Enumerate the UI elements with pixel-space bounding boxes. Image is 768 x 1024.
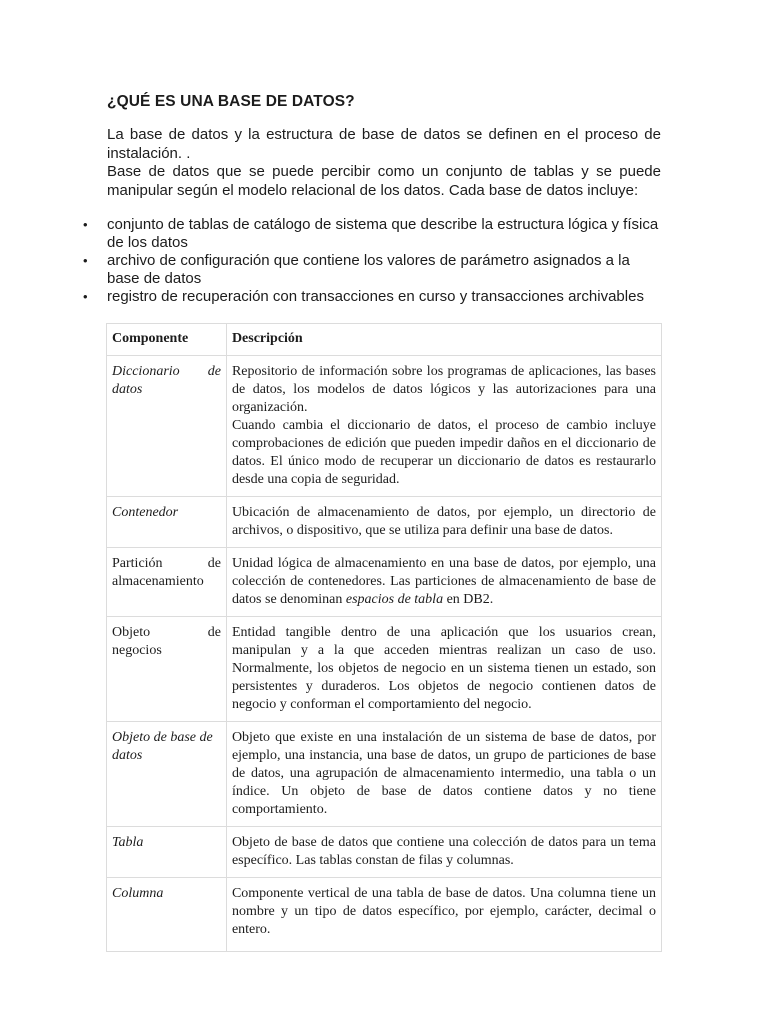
table-header-row	[107, 324, 662, 356]
components-table	[106, 323, 662, 952]
term-word: de	[207, 625, 221, 640]
term-cell: Contenedor	[107, 497, 227, 548]
term-word: datos	[112, 382, 143, 397]
table-row	[107, 878, 662, 952]
description-cell: Componente vertical de una tabla de base de datos. Una columna tiene un nombre y un tipo de datos específico, por ejemplo, carácter, decimal o entero.	[226, 878, 661, 952]
term-cell: Columna	[107, 878, 227, 952]
table-row	[107, 617, 662, 722]
description-cell: Objeto que existe en una instalación de un sistema de base de datos, por ejemplo, una instancia, una base de datos, un grupo de particiones de base de datos, una agrupación de almacenamiento intermedio, una tabla o un índice. Un objeto de base de datos contiene datos y no tiene comportamiento.	[226, 722, 661, 827]
term-word: Partición	[112, 556, 163, 571]
term-cell	[107, 356, 227, 497]
header-descripcion: Descripción	[226, 324, 661, 356]
description-cell: Objeto de base de datos que contiene una colección de datos para un tema específico. Las tablas constan de filas y columnas.	[226, 827, 661, 878]
description-cell: Ubicación de almacenamiento de datos, por ejemplo, un directorio de archivos, o dispositivo, que se utiliza para definir una base de datos.	[226, 497, 661, 548]
list-item: • registro de recuperación con transacciones en curso y transacciones archivables	[107, 288, 661, 306]
description-text: en DB2.	[443, 592, 494, 607]
description-text: Unidad lógica de almacenamiento en una base de datos, por ejemplo, una colección de contenedores. Las particiones de almacenamiento de base de datos se denominan	[231, 556, 656, 607]
description-cell	[226, 356, 661, 497]
term-word: almacenamiento	[112, 574, 204, 589]
intro-paragraph-1: La base de datos y la estructura de base de datos se definen en el proceso de instalación. .	[107, 126, 661, 162]
description-cell: Entidad tangible dentro de una aplicación que los usuarios crean, manipulan y a la que acceden mientras realizan un caso de uso. Normalmente, los objetos de negocio en un sistema tienen un estado, son persistentes y duraderos. Los objetos de negocio contienen datos de negocio y conforman el comportamiento del negocio.	[226, 617, 661, 722]
term-cell	[107, 617, 227, 722]
description-text: Cuando cambia el diccionario de datos, el proceso de cambio incluye comprobaciones de edición que pueden impedir daños en el diccionario de datos. El único modo de recuperar un diccionario de datos es restaurarlo desde una copia de seguridad.	[231, 418, 656, 487]
term-cell: Tabla	[107, 827, 227, 878]
term-word: Objeto	[112, 625, 151, 640]
bullet-list	[107, 216, 661, 307]
intro-paragraph-2: Base de datos que se puede percibir como un conjunto de tablas y se puede manipular según el modelo relacional de los datos. Cada base de datos incluye:	[107, 163, 661, 199]
description-emphasis: espacios de tabla	[345, 592, 444, 607]
table-row	[107, 827, 662, 878]
table-row	[107, 548, 662, 617]
term-word: Diccionario	[112, 364, 180, 379]
description-text: Repositorio de información sobre los programas de aplicaciones, las bases de datos, los modelos de datos lógicos y las autorizaciones para una organización.	[231, 364, 656, 415]
table-row	[107, 722, 662, 827]
term-word: negocios	[112, 643, 162, 658]
table-row	[107, 356, 662, 497]
term-word: de	[207, 556, 221, 571]
list-item: • conjunto de tablas de catálogo de sistema que describe la estructura lógica y física de los datos	[107, 216, 661, 251]
term-cell: Objeto de base de datos	[107, 722, 227, 827]
term-cell	[107, 548, 227, 617]
description-cell	[226, 548, 661, 617]
header-componente: Componente	[107, 324, 227, 356]
term-word: de	[207, 364, 221, 379]
list-item: • archivo de configuración que contiene los valores de parámetro asignados a la base de datos	[107, 252, 661, 287]
table-row	[107, 497, 662, 548]
page-title: ¿QUÉ ES UNA BASE DE DATOS?	[107, 93, 355, 110]
